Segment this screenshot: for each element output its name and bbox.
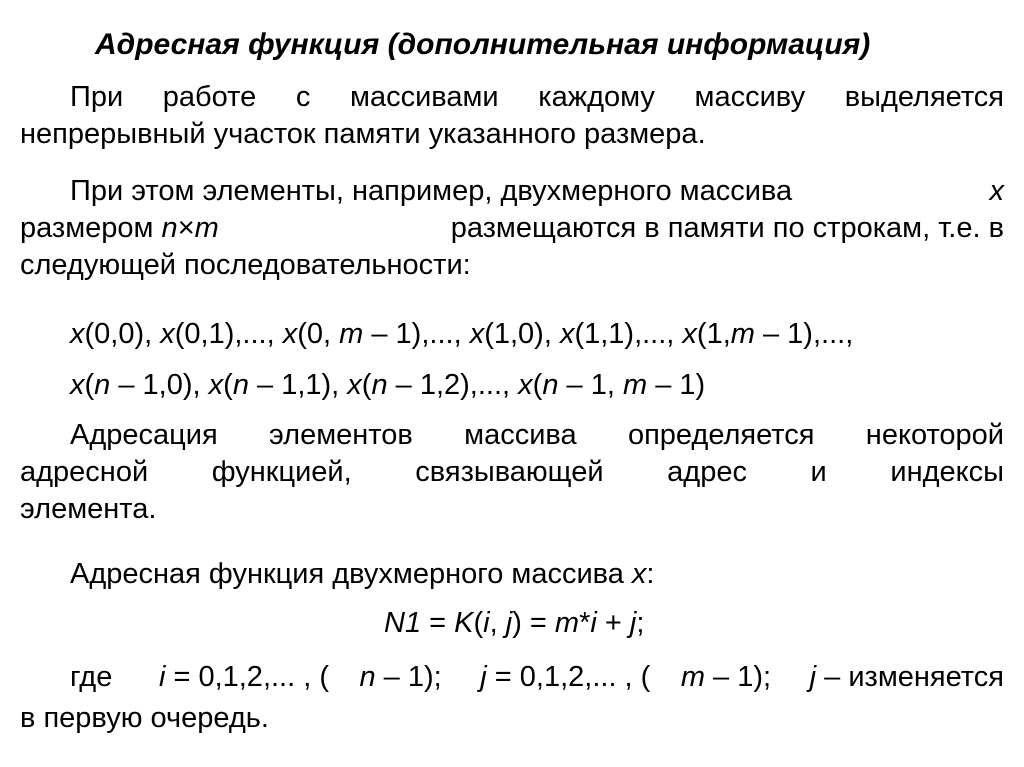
sequence-row-1-text-3: – 1),..., xyxy=(363,318,470,350)
sequence-row-2-text-2: ( xyxy=(223,369,233,401)
indices-var-5: j xyxy=(809,661,817,693)
paragraph-addressing-line-3: элемента. xyxy=(20,493,157,525)
indices-group-0 xyxy=(70,659,128,696)
sequence-row-1-text-5: (1,1),..., xyxy=(574,318,683,350)
formula-text-1: ( xyxy=(473,607,484,639)
function-intro-colon: : xyxy=(646,558,655,590)
formula-var-5: i xyxy=(590,607,597,639)
sequence-row-2-var-6: x xyxy=(518,369,533,401)
formula-var-4: m xyxy=(554,607,580,639)
sequence-row-1-var-4: x xyxy=(469,318,485,350)
sequence-row-2-text-3: – 1,1), xyxy=(248,369,348,401)
formula-var-2: i xyxy=(483,607,490,639)
sequence-row-2-var-0: x xyxy=(70,369,85,401)
sequence-row-2-text-1: – 1,0), xyxy=(110,369,209,401)
indices-var-3: j xyxy=(480,661,487,693)
sequence-row-2-text-7: – 1, xyxy=(558,369,623,401)
sequence-row-2-var-7: n xyxy=(542,369,559,401)
sequence-row-1-var-1: x xyxy=(160,318,175,350)
paragraph-layout-line-1 xyxy=(70,173,1004,210)
sequence-row-2-var-5: n xyxy=(371,369,388,401)
sequence-row-1-text-2: (0, xyxy=(297,318,340,350)
indices-group-5 xyxy=(810,659,1004,696)
sequence-row-1-var-3: m xyxy=(339,318,364,350)
sequence-row-1-var-0: x xyxy=(70,318,85,350)
indices-group-4 xyxy=(681,659,779,696)
paragraph-addressing-line-2: адресной функцией, связывающей адрес и индексы xyxy=(20,456,1004,488)
sequence-row-1-var-7: m xyxy=(730,318,755,350)
formula-var-3: j xyxy=(505,607,513,639)
paragraph-memory-line-1: При работе с массивами каждому массиву выделяется xyxy=(70,81,1004,113)
indices-var-1: i xyxy=(158,661,166,693)
address-formula xyxy=(384,605,644,642)
sequence-row-2-text-6: ( xyxy=(532,369,543,401)
sequence-row-2-text-4: ( xyxy=(361,369,372,401)
paragraph-memory xyxy=(20,79,1004,153)
formula-text-6: ; xyxy=(636,607,645,639)
sequence-row-2-var-3: n xyxy=(232,369,249,401)
var-n: n xyxy=(161,212,178,244)
indices-text-5: – изменяется xyxy=(816,661,1004,693)
var-x: x xyxy=(989,175,1004,207)
paragraph-function-intro xyxy=(70,556,654,593)
word-size: размером xyxy=(20,212,162,244)
sequence-row-2-var-2: x xyxy=(208,369,224,401)
indices-group-3 xyxy=(480,659,650,696)
sequence-row-1-text-4: (1,0), xyxy=(484,318,560,350)
formula-text-4: * xyxy=(579,607,591,639)
paragraph-layout-line-2-post: размещаются в памяти по строкам, т.е. в xyxy=(442,212,1004,244)
paragraph-memory-line-2: непрерывный участок памяти указанного размера. xyxy=(20,118,706,150)
indices-text-2: – 1); xyxy=(375,661,450,693)
formula-text-2: , xyxy=(489,607,506,639)
sequence-row-1-text-6: (1, xyxy=(696,318,731,350)
paragraph-addressing-line-1: Адресация элементов массива определяется некоторой xyxy=(70,419,1004,451)
sequence-row-1-text-7: – 1),..., xyxy=(754,318,854,350)
paragraph-layout-line-3: следующей последовательности: xyxy=(20,249,471,281)
sequence-row-2-text-8: – 1) xyxy=(647,369,706,401)
paragraph-layout xyxy=(20,173,1004,284)
sequence-row-1-var-5: x xyxy=(559,318,575,350)
sequence-row-2-text-5: – 1,2),..., xyxy=(387,369,519,401)
sequence-row-2 xyxy=(70,367,705,404)
indices-text-0: где xyxy=(70,661,129,693)
formula-var-6: j xyxy=(629,607,637,639)
sequence-row-2-var-8: m xyxy=(622,369,648,401)
formula-var-1: K xyxy=(454,607,474,639)
sequence-row-2-var-1: n xyxy=(94,369,111,401)
sequence-row-1-var-6: x xyxy=(682,318,697,350)
sequence-row-2-var-4: x xyxy=(347,369,362,401)
formula-text-0: = xyxy=(421,607,455,639)
indices-var-2: n xyxy=(359,661,376,693)
indices-group-1 xyxy=(159,659,329,696)
var-m: m xyxy=(194,212,219,244)
indices-text-3: = 0,1,2,... , ( xyxy=(486,661,651,693)
sequence-row-1-text-0: (0,0), xyxy=(84,318,161,350)
indices-text-4: – 1); xyxy=(704,661,780,693)
paragraph-indices-line-1 xyxy=(70,659,1004,696)
indices-group-2 xyxy=(359,659,449,696)
paragraph-layout-line-2-pre xyxy=(20,210,219,247)
sequence-row-1-var-2: x xyxy=(282,318,298,350)
var-x: x xyxy=(631,558,647,590)
slide-heading: Адресная функция (дополнительная информация) xyxy=(95,28,871,61)
formula-var-0: N1 xyxy=(384,607,422,639)
times-sign: × xyxy=(177,212,195,244)
paragraph-layout-line-2 xyxy=(20,210,1004,247)
formula-text-5: + xyxy=(596,607,630,639)
sequence-row-2-text-0: ( xyxy=(84,369,95,401)
sequence-row-1 xyxy=(70,316,853,353)
paragraph-indices-line-2: в первую очередь. xyxy=(20,702,269,734)
formula-text-3: ) = xyxy=(512,607,555,639)
paragraph-layout-line-1-text: При этом элементы, например, двухмерного массива xyxy=(70,175,801,207)
paragraph-addressing xyxy=(20,417,1004,528)
sequence-row-1-text-1: (0,1),..., xyxy=(174,318,283,350)
indices-text-1: = 0,1,2,... , ( xyxy=(165,661,329,693)
function-intro-text: Адресная функция двухмерного массива xyxy=(70,558,632,590)
indices-var-4: m xyxy=(680,661,705,693)
